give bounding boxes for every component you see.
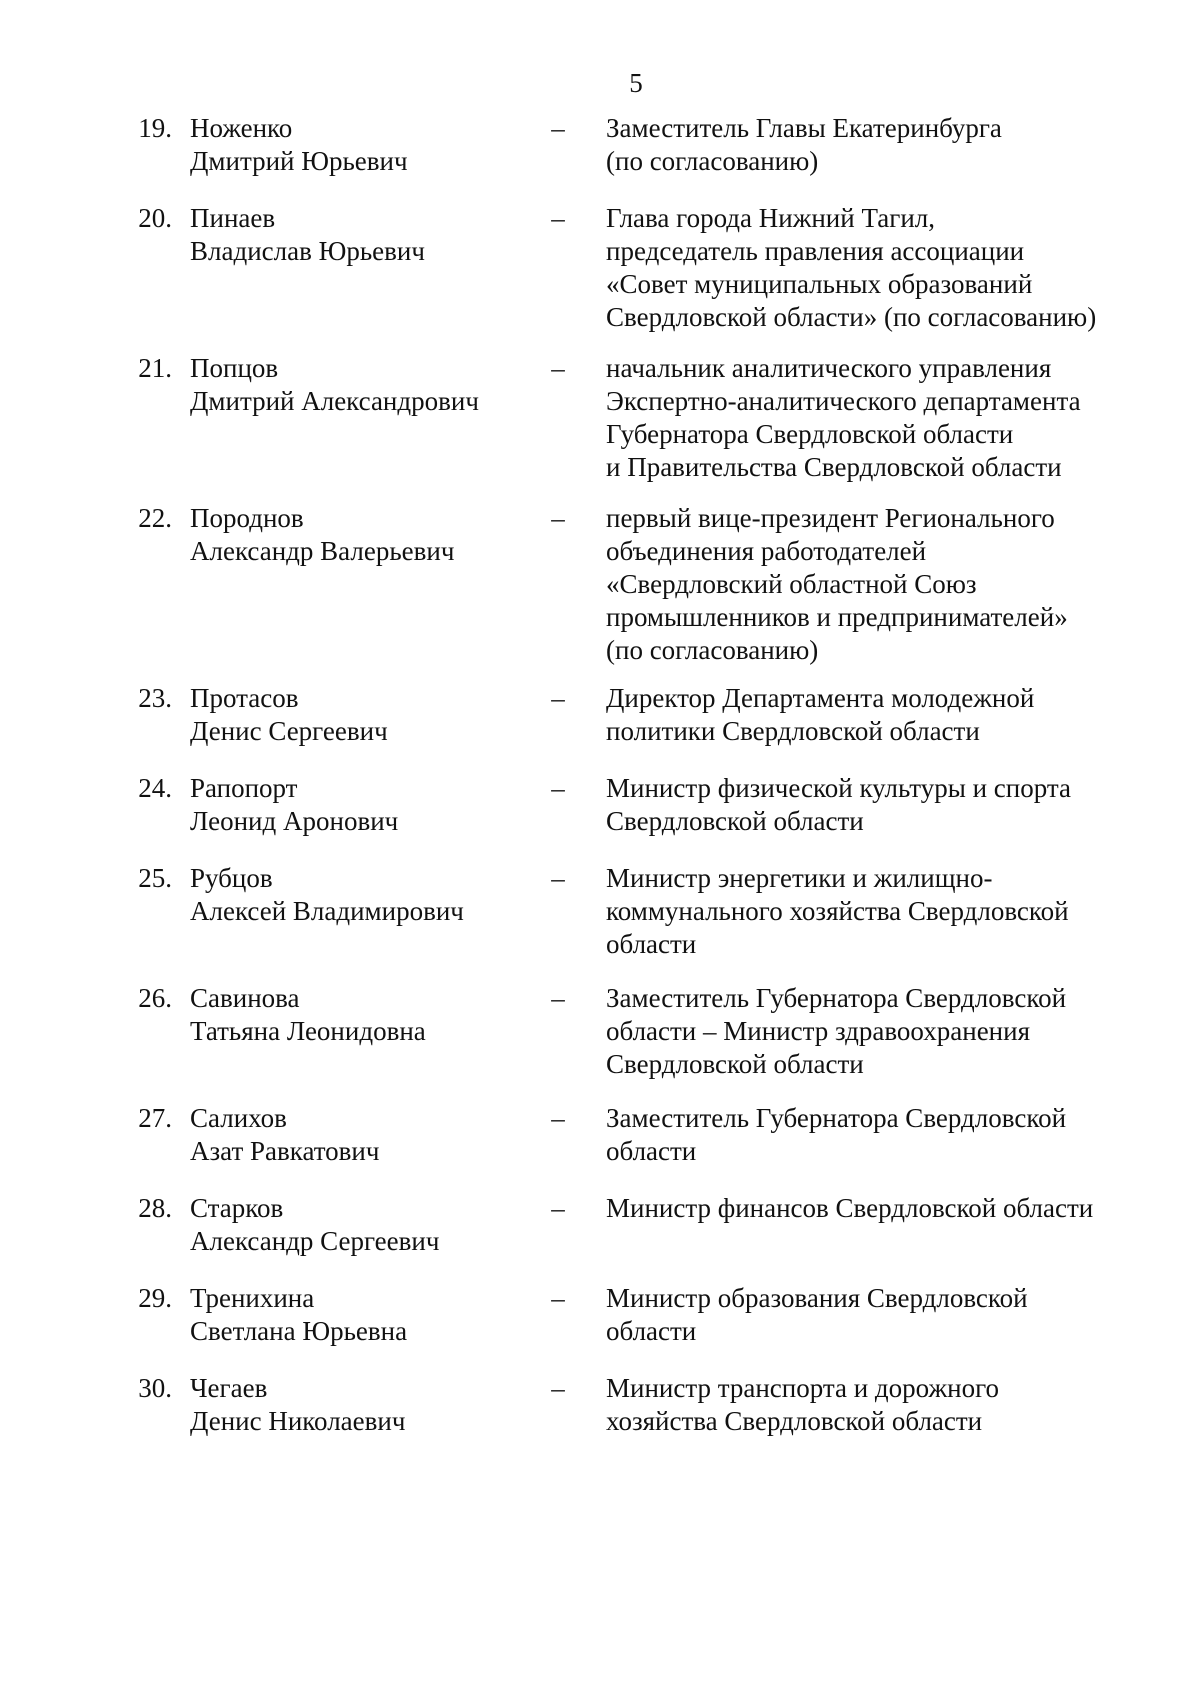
member-given-name: Светлана Юрьевна <box>190 1316 408 1346</box>
member-position <box>606 352 1166 484</box>
dash-separator: – <box>551 353 565 383</box>
member-name <box>190 202 540 268</box>
position-line: области <box>606 929 697 959</box>
position-line: Министр финансов Свердловской области <box>606 1193 1094 1223</box>
member-given-name: Владислав Юрьевич <box>190 236 425 266</box>
position-line: области – Министр здравоохранения <box>606 1016 1030 1046</box>
member-name <box>190 352 540 418</box>
member-given-name: Дмитрий Александрович <box>190 386 479 416</box>
member-surname: Рапопорт <box>190 773 298 803</box>
page-number: 5 <box>629 68 643 98</box>
member-surname: Попцов <box>190 353 279 383</box>
position-line: «Совет муниципальных образований <box>606 269 1033 299</box>
member-surname: Савинова <box>190 983 300 1013</box>
member-given-name: Денис Николаевич <box>190 1406 406 1436</box>
position-line: коммунального хозяйства Свердловской <box>606 896 1069 926</box>
member-name <box>190 772 540 838</box>
position-line: (по согласованию) <box>606 635 819 665</box>
position-line: «Свердловский областной Союз <box>606 569 977 599</box>
dash-separator: – <box>551 203 565 233</box>
position-line: Свердловской области <box>606 1049 864 1079</box>
dash-separator: – <box>551 503 565 533</box>
dash-separator: – <box>551 1373 565 1403</box>
member-position <box>606 1192 1166 1225</box>
position-line: хозяйства Свердловской области <box>606 1406 983 1436</box>
entry-number: 27. <box>138 1103 172 1133</box>
member-name <box>190 682 540 748</box>
member-name <box>190 502 540 568</box>
member-surname: Тренихина <box>190 1283 315 1313</box>
position-line: Министр образования Свердловской <box>606 1283 1028 1313</box>
member-surname: Салихов <box>190 1103 287 1133</box>
position-line: (по согласованию) <box>606 146 819 176</box>
member-name <box>190 982 540 1048</box>
entry-number: 26. <box>138 983 172 1013</box>
position-line: Директор Департамента молодежной <box>606 683 1035 713</box>
member-name <box>190 862 540 928</box>
entry-number: 23. <box>138 683 172 713</box>
dash-separator: – <box>551 773 565 803</box>
position-line: Заместитель Губернатора Свердловской <box>606 983 1067 1013</box>
dash-separator: – <box>551 983 565 1013</box>
position-line: Министр физической культуры и спорта <box>606 773 1071 803</box>
member-position <box>606 862 1166 961</box>
entry-number: 28. <box>138 1193 172 1223</box>
dash-separator: – <box>551 683 565 713</box>
member-given-name: Дмитрий Юрьевич <box>190 146 408 176</box>
position-line: Глава города Нижний Тагил, <box>606 203 936 233</box>
position-line: Заместитель Губернатора Свердловской <box>606 1103 1067 1133</box>
position-line: области <box>606 1316 697 1346</box>
member-position <box>606 982 1166 1081</box>
member-name <box>190 1372 540 1438</box>
entry-number: 21. <box>138 353 172 383</box>
position-line: Заместитель Главы Екатеринбурга <box>606 113 1002 143</box>
position-line: Свердловской области <box>606 806 864 836</box>
entry-number: 20. <box>138 203 172 233</box>
position-line: первый вице-президент Регионального <box>606 503 1055 533</box>
member-given-name: Татьяна Леонидовна <box>190 1016 426 1046</box>
position-line: Экспертно-аналитического департамента <box>606 386 1081 416</box>
member-surname: Пинаев <box>190 203 276 233</box>
member-name <box>190 1192 540 1258</box>
position-line: Губернатора Свердловской области <box>606 419 1014 449</box>
entry-number: 24. <box>138 773 172 803</box>
entry-number: 22. <box>138 503 172 533</box>
entry-number: 30. <box>138 1373 172 1403</box>
entry-number: 29. <box>138 1283 172 1313</box>
position-line: начальник аналитического управления <box>606 353 1052 383</box>
entry-number: 25. <box>138 863 172 893</box>
position-line: области <box>606 1136 697 1166</box>
member-surname: Старков <box>190 1193 284 1223</box>
dash-separator: – <box>551 1103 565 1133</box>
position-line: объединения работодателей <box>606 536 927 566</box>
member-given-name: Азат Равкатович <box>190 1136 380 1166</box>
member-position <box>606 1282 1166 1348</box>
member-position <box>606 1102 1166 1168</box>
member-given-name: Александр Сергеевич <box>190 1226 440 1256</box>
member-position <box>606 772 1166 838</box>
position-line: Министр транспорта и дорожного <box>606 1373 999 1403</box>
member-surname: Рубцов <box>190 863 273 893</box>
dash-separator: – <box>551 1283 565 1313</box>
member-surname: Ноженко <box>190 113 293 143</box>
member-surname: Протасов <box>190 683 299 713</box>
member-surname: Породнов <box>190 503 304 533</box>
member-given-name: Алексей Владимирович <box>190 896 464 926</box>
position-line: председатель правления ассоциации <box>606 236 1025 266</box>
position-line: промышленников и предпринимателей» <box>606 602 1068 632</box>
member-position <box>606 202 1166 334</box>
position-line: Свердловской области» (по согласованию) <box>606 302 1097 332</box>
member-name <box>190 112 540 178</box>
member-given-name: Денис Сергеевич <box>190 716 388 746</box>
member-position <box>606 502 1166 667</box>
member-given-name: Леонид Аронович <box>190 806 399 836</box>
dash-separator: – <box>551 1193 565 1223</box>
position-line: политики Свердловской области <box>606 716 980 746</box>
position-line: и Правительства Свердловской области <box>606 452 1062 482</box>
member-position <box>606 682 1166 748</box>
member-position <box>606 112 1166 178</box>
member-name <box>190 1102 540 1168</box>
dash-separator: – <box>551 863 565 893</box>
member-position <box>606 1372 1166 1438</box>
entry-number: 19. <box>138 113 172 143</box>
position-line: Министр энергетики и жилищно- <box>606 863 993 893</box>
member-surname: Чегаев <box>190 1373 268 1403</box>
dash-separator: – <box>551 113 565 143</box>
member-given-name: Александр Валерьевич <box>190 536 455 566</box>
member-name <box>190 1282 540 1348</box>
